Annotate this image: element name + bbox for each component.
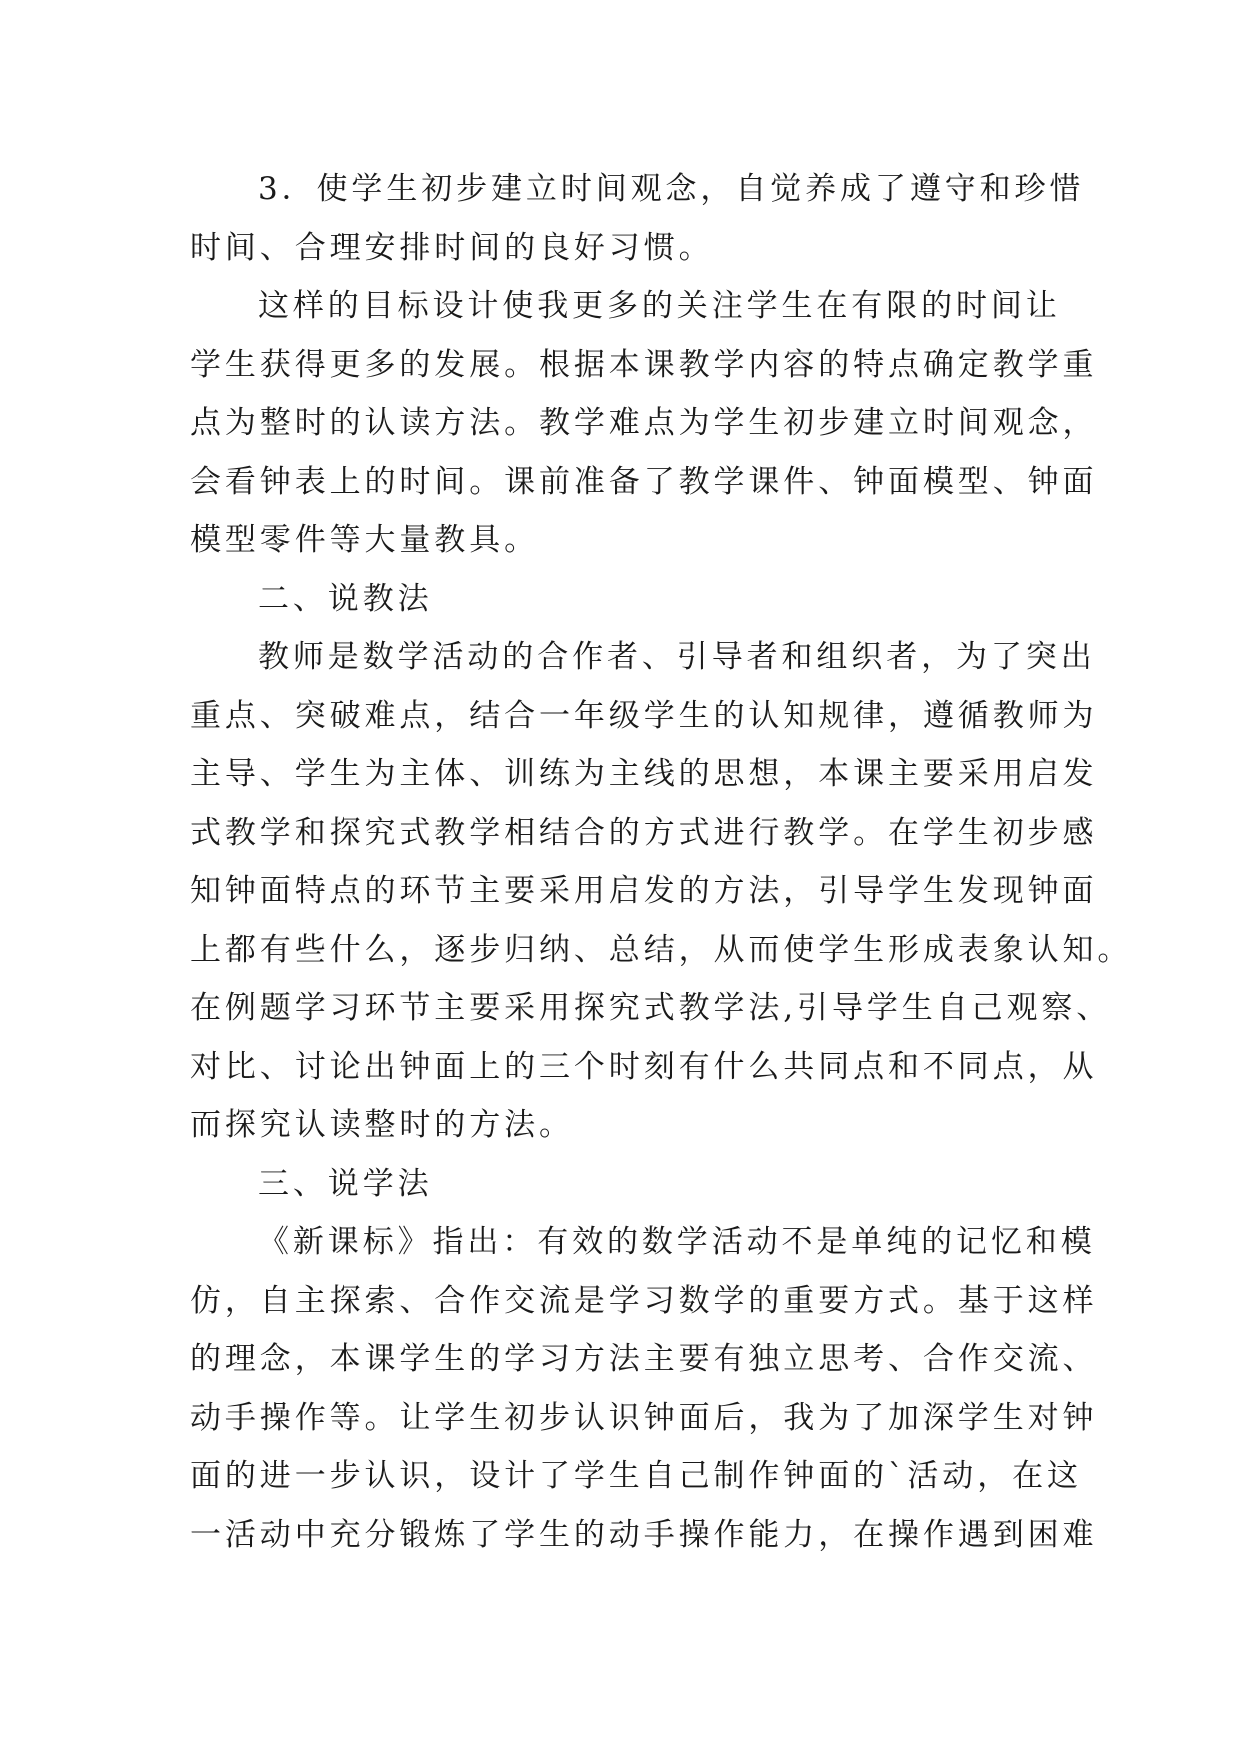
text-line: 模型零件等大量教具。 — [190, 522, 539, 558]
text-line: 主导、学生为主体、训练为主线的思想，本课主要采用启发 — [190, 756, 1098, 792]
text-line: 时间、合理安排时间的良好习惯。 — [190, 229, 714, 266]
text-line: 3．使学生初步建立时间观念，自觉养成了遵守和珍惜 — [258, 171, 1085, 207]
text-line: 知钟面特点的环节主要采用启发的方法，引导学生发现钟面 — [190, 873, 1098, 909]
text-line: 教师是数学活动的合作者、引导者和组织者，为了突出 — [258, 639, 1096, 675]
text-line: 而探究认读整时的方法。 — [190, 1107, 574, 1143]
text-line: 上都有些什么，逐步归纳、总结，从而使学生形成表象认知。 — [190, 931, 1133, 968]
text-line: 点为整时的认读方法。教学难点为学生初步建立时间观念， — [190, 405, 1098, 441]
text-line: 对比、讨论出钟面上的三个时刻有什么共同点和不同点，从 — [190, 1048, 1098, 1085]
text-line: 这样的目标设计使我更多的关注学生在有限的时间让 — [258, 288, 1061, 324]
text-line: 学生获得更多的发展。根据本课教学内容的特点确定教学重 — [190, 346, 1098, 383]
text-line: 会看钟表上的时间。课前准备了教学课件、钟面模型、钟面 — [190, 463, 1098, 500]
text-line: 动手操作等。让学生初步认识钟面后，我为了加深学生对钟 — [190, 1399, 1098, 1436]
text-line: 在例题学习环节主要采用探究式教学法,引导学生自己观察、 — [190, 990, 1112, 1026]
text-line: 《新课标》指出：有效的数学活动不是单纯的记忆和模 — [258, 1224, 1096, 1260]
text-line: 面的进一步认识，设计了学生自己制作钟面的`活动，在这 — [190, 1458, 1082, 1494]
text-line: 仿，自主探索、合作交流是学习数学的重要方式。基于这样 — [190, 1282, 1098, 1319]
text-line: 式教学和探究式教学相结合的方式进行教学。在学生初步感 — [190, 814, 1098, 851]
section-heading: 二、说教法 — [258, 580, 433, 617]
body-text — [190, 160, 1133, 1564]
text-line: 一活动中充分锻炼了学生的动手操作能力，在操作遇到困难 — [190, 1516, 1098, 1553]
text-line: 重点、突破难点，结合一年级学生的认知规律，遵循教师为 — [190, 697, 1098, 734]
section-heading: 三、说学法 — [258, 1165, 433, 1202]
text-line: 的理念，本课学生的学习方法主要有独立思考、合作交流、 — [190, 1341, 1098, 1377]
